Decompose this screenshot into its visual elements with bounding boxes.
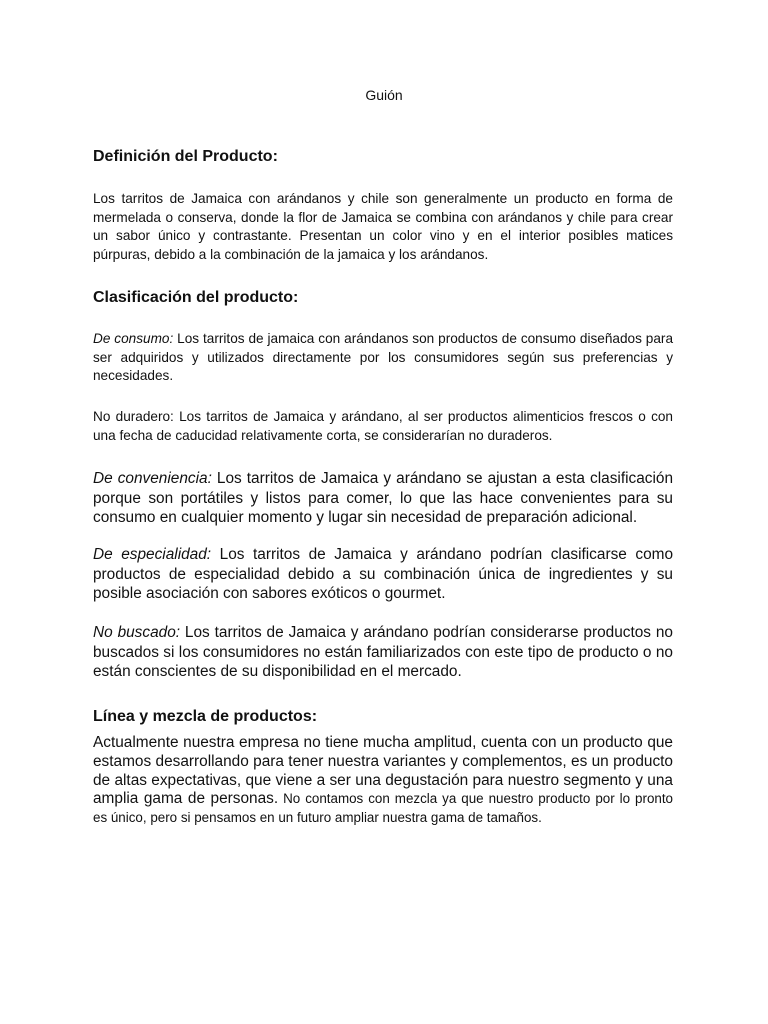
paragraph-consumo [93,330,673,386]
paragraph-linea [93,734,673,828]
heading-classification: Clasificación del producto: [93,289,299,306]
text-consumo: Los tarritos de jamaica con arándanos son productos de consumo diseñados para ser adquiridos y utilizados directamente por los consumidores según sus preferencias y necesidades. [93,331,674,383]
document-title: Guión [365,87,403,103]
label-consumo: De consumo: [93,331,174,346]
text-especialidad: Los tarritos de Jamaica y arándano podrían clasificarse como productos de especialidad debido a su combinación única de ingredientes y su posible asociación con sabores exóticos o gourmet. [93,546,674,602]
text-linea-secondary: No contamos con mezcla ya que nuestro producto por lo pronto es único, pero si pensamos en un futuro ampliar nuestra gama de tamaños. [93,791,674,826]
paragraph-especialidad [93,545,673,604]
paragraph-definition: Los tarritos de Jamaica con arándanos y chile son generalmente un producto en forma de mermelada o conserva, donde la flor de Jamaica se combina con arándanos y chile para crear un sabor único y contrastante. Presentan un color vino y en el interior posibles matices púrpuras, debido a la combinación de la jamaica y los arándanos. [93,191,673,262]
paragraph-conveniencia [93,469,673,528]
label-especialidad: De especialidad: [93,546,212,563]
heading-definition: Definición del Producto: [93,148,278,165]
text-linea-main: Actualmente nuestra empresa no tiene mucha amplitud, cuenta con un producto que estamos desarrollando para tener nuestra variantes y complementos, es un producto de altas expectativas, que viene a ser una degustación para nuestro segmento y una amplia gama de personas. [93,734,673,808]
text-conveniencia: Los tarritos de Jamaica y arándano se ajustan a esta clasificación porque son portátiles y listos para comer, lo que las hace convenientes para su consumo en cualquier momento y lugar sin necesidad de preparación adicional. [93,470,673,526]
label-conveniencia: De conveniencia: [93,470,212,487]
paragraph-no-duradero: No duradero: Los tarritos de Jamaica y arándano, al ser productos alimenticios frescos o con una fecha de caducidad relativamente corta, se considerarían no duraderos. [93,409,673,443]
paragraph-no-buscado [93,623,673,682]
label-no-buscado: No buscado: [93,624,181,641]
heading-linea: Línea y mezcla de productos: [93,708,318,725]
text-no-buscado: Los tarritos de Jamaica y arándano podrían considerarse productos no buscados si los consumidores no están familiarizados con este tipo de producto o no están conscientes de su disponibilidad en el mercado. [93,624,673,680]
